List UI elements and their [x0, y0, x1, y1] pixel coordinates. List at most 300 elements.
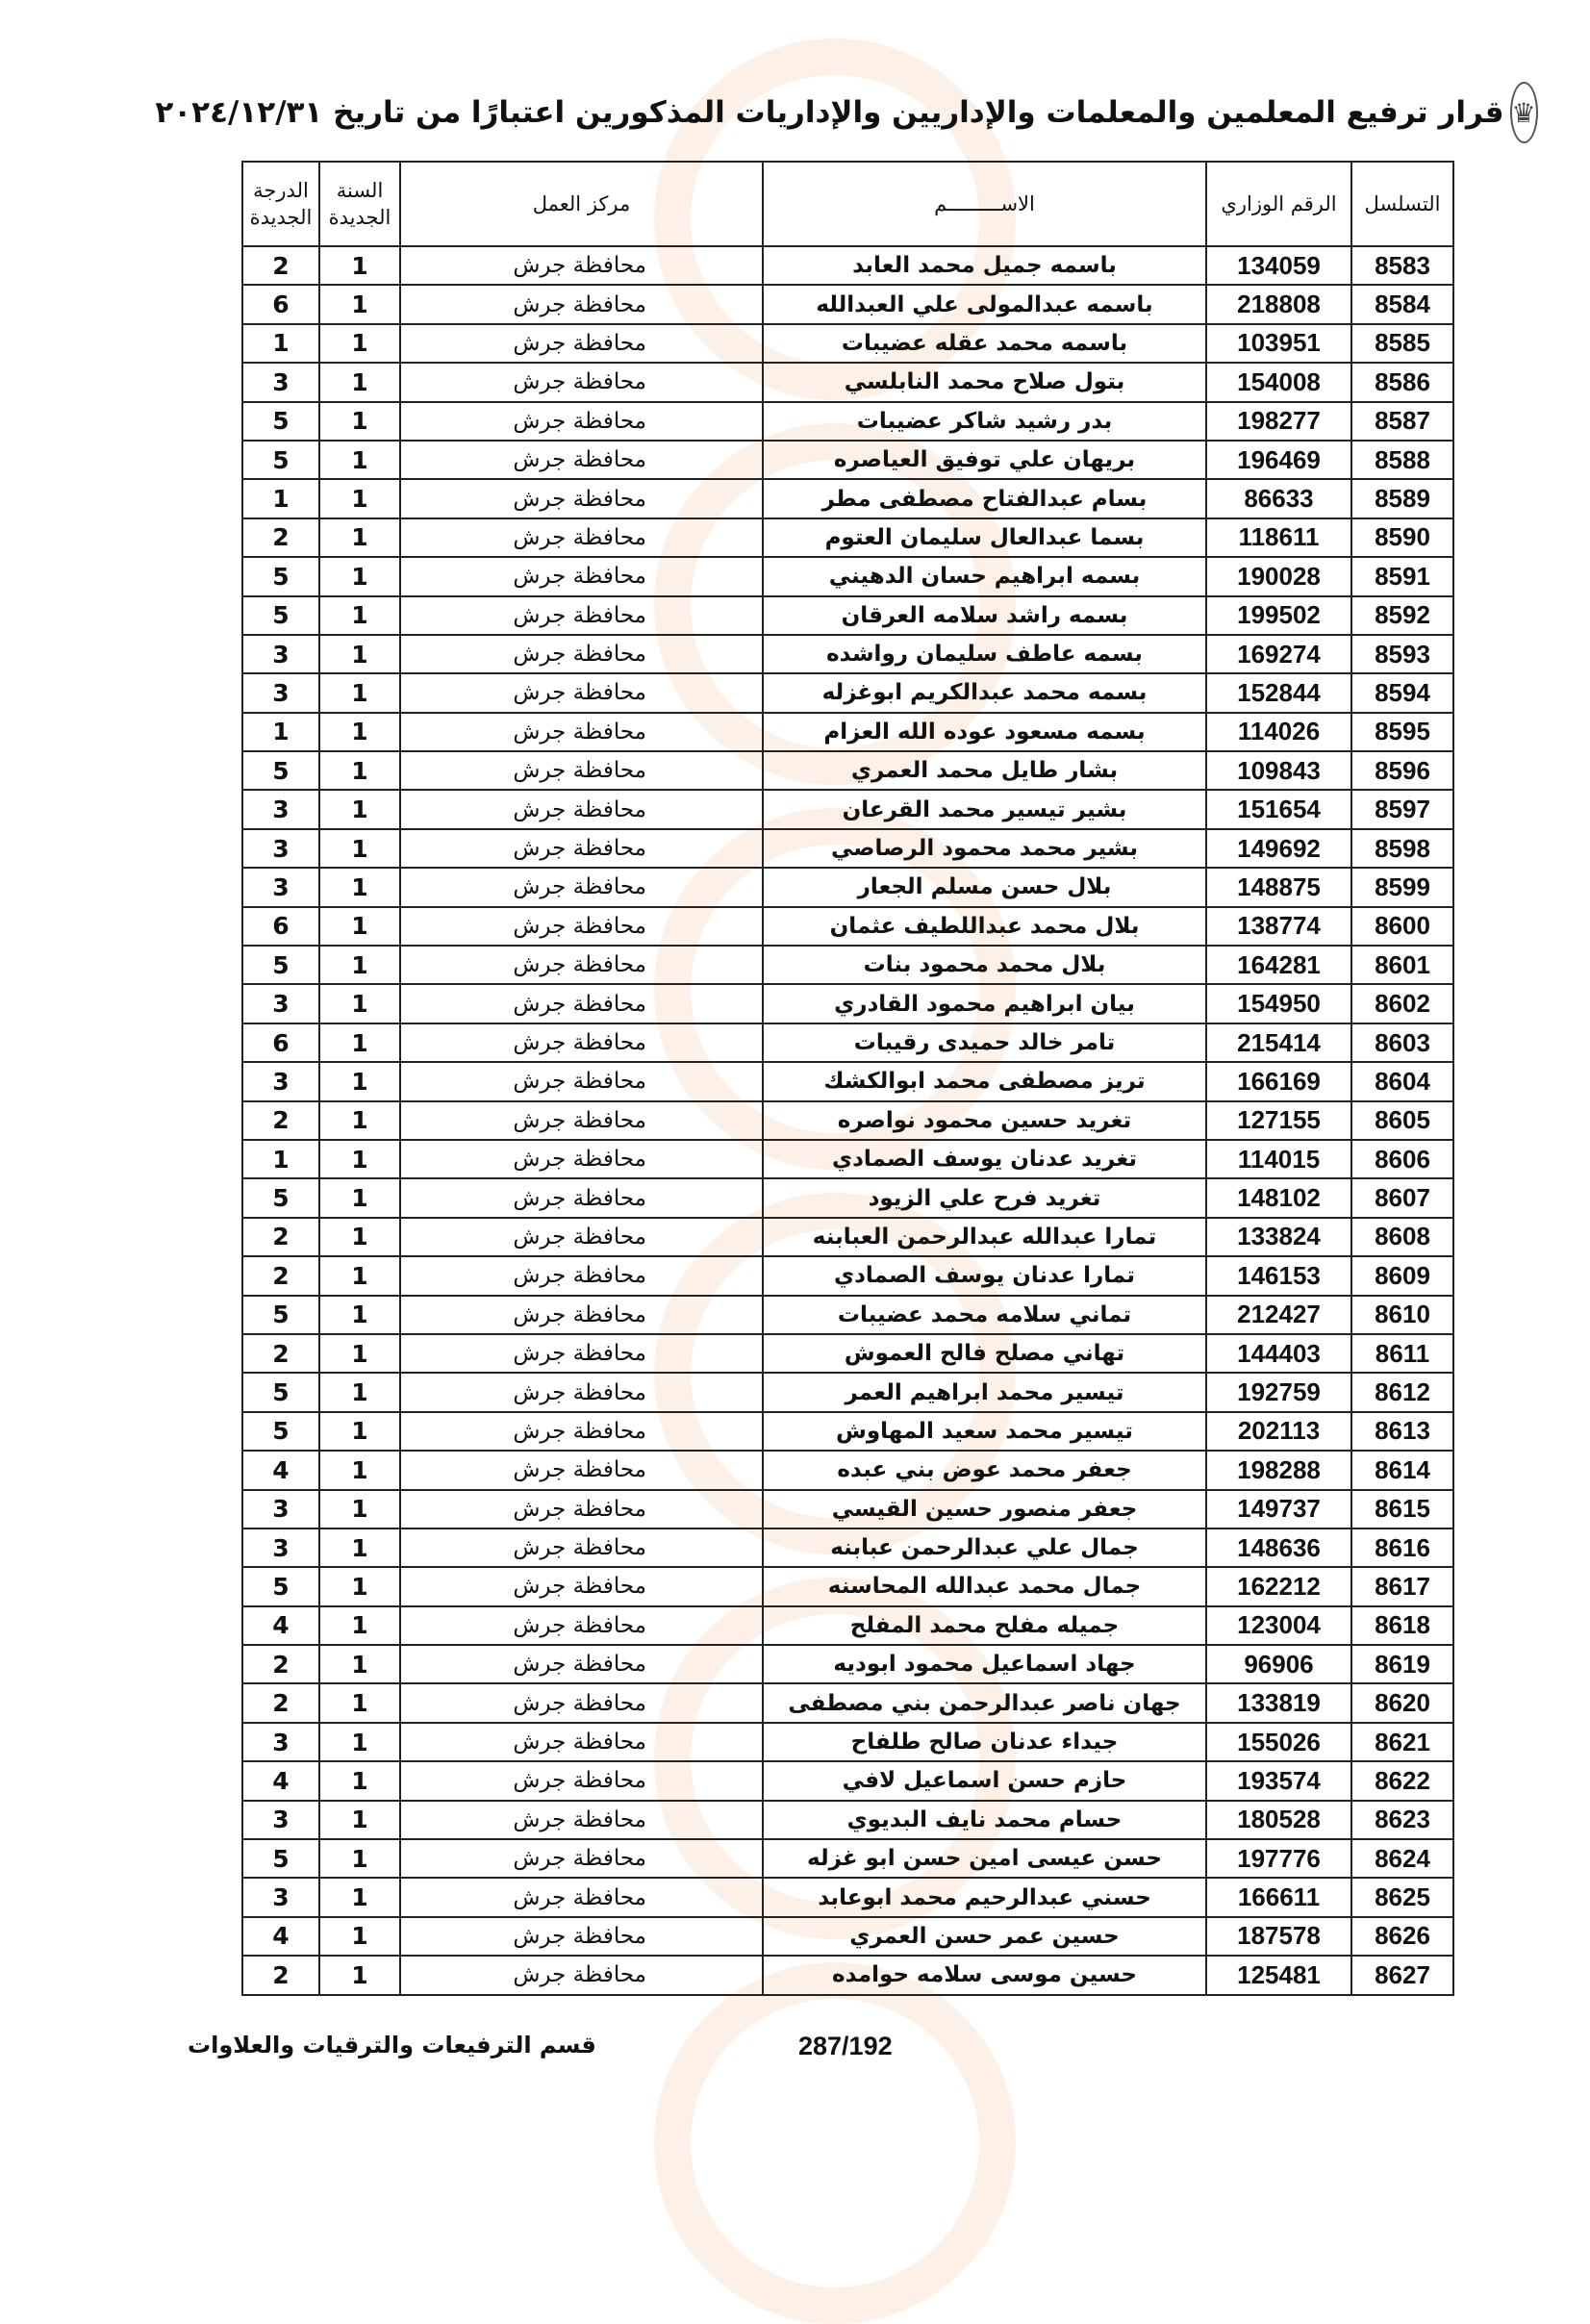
cell-serial: 8608 — [1351, 1218, 1453, 1256]
cell-ministry-no: 133819 — [1206, 1683, 1351, 1722]
cell-new-year: 1 — [319, 557, 400, 595]
cell-serial: 8590 — [1351, 518, 1453, 557]
cell-ministry-no: 198277 — [1206, 402, 1351, 441]
cell-ministry-no: 215414 — [1206, 1023, 1351, 1062]
cell-new-grade: 5 — [242, 751, 319, 790]
cell-ministry-no: 103951 — [1206, 324, 1351, 363]
table-row — [242, 1917, 1453, 1956]
cell-name: جهاد اسماعيل محمود ابوديه — [763, 1645, 1206, 1683]
cell-new-grade: 6 — [242, 907, 319, 946]
col-name: الاســـــــــم — [763, 162, 1206, 246]
cell-name: تمارا عبدالله عبدالرحمن العبابنه — [763, 1218, 1206, 1256]
cell-new-grade: 2 — [242, 1956, 319, 1994]
cell-new-grade: 2 — [242, 1256, 319, 1295]
cell-name: جهان ناصر عبدالرحمن بني مصطفى — [763, 1683, 1206, 1722]
cell-new-grade: 5 — [242, 557, 319, 595]
cell-new-year: 1 — [319, 518, 400, 557]
col-workplace: مركز العمل — [400, 162, 763, 246]
cell-new-grade: 5 — [242, 1373, 319, 1411]
cell-new-grade: 2 — [242, 518, 319, 557]
cell-serial: 8609 — [1351, 1256, 1453, 1295]
cell-serial: 8607 — [1351, 1178, 1453, 1217]
cell-serial: 8616 — [1351, 1528, 1453, 1567]
cell-serial: 8594 — [1351, 673, 1453, 712]
cell-new-grade: 3 — [242, 1878, 319, 1916]
table-row — [242, 1801, 1453, 1839]
cell-workplace: محافظة جرش — [400, 1412, 763, 1451]
table-row — [242, 1062, 1453, 1100]
cell-ministry-no: 155026 — [1206, 1723, 1351, 1761]
cell-new-grade: 1 — [242, 324, 319, 363]
cell-new-grade: 5 — [242, 1178, 319, 1217]
page-number: 287/192 — [798, 2032, 893, 2060]
cell-workplace: محافظة جرش — [400, 1451, 763, 1489]
cell-workplace: محافظة جرش — [400, 1839, 763, 1878]
cell-ministry-no: 133824 — [1206, 1218, 1351, 1256]
document-header — [155, 79, 1536, 146]
cell-ministry-no: 154950 — [1206, 984, 1351, 1023]
cell-new-grade: 3 — [242, 790, 319, 828]
table-row — [242, 1490, 1453, 1528]
cell-name: بلال حسن مسلم الجعار — [763, 868, 1206, 906]
cell-serial: 8584 — [1351, 285, 1453, 323]
cell-new-year: 1 — [319, 1178, 400, 1217]
table-row — [242, 829, 1453, 868]
table-row — [242, 402, 1453, 441]
table-row — [242, 1334, 1453, 1373]
cell-serial: 8583 — [1351, 246, 1453, 285]
cell-serial: 8596 — [1351, 751, 1453, 790]
cell-serial: 8585 — [1351, 324, 1453, 363]
cell-serial: 8592 — [1351, 596, 1453, 635]
cell-name: باسمه عبدالمولى علي العبدالله — [763, 285, 1206, 323]
cell-workplace: محافظة جرش — [400, 479, 763, 518]
cell-serial: 8618 — [1351, 1606, 1453, 1645]
cell-name: تهاني مصلح فالح العموش — [763, 1334, 1206, 1373]
cell-new-grade: 2 — [242, 1683, 319, 1722]
cell-serial: 8598 — [1351, 829, 1453, 868]
cell-ministry-no: 180528 — [1206, 1801, 1351, 1839]
cell-workplace: محافظة جرش — [400, 1606, 763, 1645]
cell-workplace: محافظة جرش — [400, 596, 763, 635]
cell-new-year: 1 — [319, 1567, 400, 1605]
cell-new-grade: 3 — [242, 635, 319, 673]
cell-ministry-no: 123004 — [1206, 1606, 1351, 1645]
cell-name: بسمه راشد سلامه العرقان — [763, 596, 1206, 635]
cell-workplace: محافظة جرش — [400, 1917, 763, 1956]
cell-new-year: 1 — [319, 596, 400, 635]
cell-workplace: محافظة جرش — [400, 1296, 763, 1334]
cell-new-grade: 5 — [242, 1296, 319, 1334]
cell-name: تغريد عدنان يوسف الصمادي — [763, 1140, 1206, 1178]
cell-workplace: محافظة جرش — [400, 1218, 763, 1256]
cell-new-year: 1 — [319, 790, 400, 828]
cell-new-year: 1 — [319, 1256, 400, 1295]
cell-new-grade: 3 — [242, 868, 319, 906]
cell-ministry-no: 164281 — [1206, 946, 1351, 984]
cell-workplace: محافظة جرش — [400, 324, 763, 363]
cell-workplace: محافظة جرش — [400, 1490, 763, 1528]
cell-name: بشير محمد محمود الرصاصي — [763, 829, 1206, 868]
cell-name: حازم حسن اسماعيل لافي — [763, 1761, 1206, 1800]
cell-workplace: محافظة جرش — [400, 1956, 763, 1994]
table-row — [242, 1296, 1453, 1334]
cell-workplace: محافظة جرش — [400, 1567, 763, 1605]
cell-new-year: 1 — [319, 1373, 400, 1411]
cell-name: جيداء عدنان صالح طلفاح — [763, 1723, 1206, 1761]
cell-name: جميله مفلح محمد المفلح — [763, 1606, 1206, 1645]
table-row — [242, 1178, 1453, 1217]
cell-serial: 8612 — [1351, 1373, 1453, 1411]
cell-ministry-no: 197776 — [1206, 1839, 1351, 1878]
cell-ministry-no: 169274 — [1206, 635, 1351, 673]
cell-serial: 8589 — [1351, 479, 1453, 518]
cell-workplace: محافظة جرش — [400, 1256, 763, 1295]
cell-name: تغريد فرح علي الزيود — [763, 1178, 1206, 1217]
table-row — [242, 1023, 1453, 1062]
cell-new-year: 1 — [319, 1334, 400, 1373]
cell-new-year: 1 — [319, 285, 400, 323]
cell-new-grade: 5 — [242, 1567, 319, 1605]
cell-serial: 8627 — [1351, 1956, 1453, 1994]
cell-workplace: محافظة جرش — [400, 984, 763, 1023]
cell-name: بلال محمد عبداللطيف عثمان — [763, 907, 1206, 946]
cell-new-grade: 5 — [242, 1839, 319, 1878]
cell-ministry-no: 148102 — [1206, 1178, 1351, 1217]
cell-workplace: محافظة جرش — [400, 1723, 763, 1761]
table-row — [242, 1878, 1453, 1916]
cell-name: تريز مصطفى محمد ابوالكشك — [763, 1062, 1206, 1100]
cell-ministry-no: 162212 — [1206, 1567, 1351, 1605]
cell-ministry-no: 114015 — [1206, 1140, 1351, 1178]
table-row — [242, 1761, 1453, 1800]
cell-new-grade: 4 — [242, 1606, 319, 1645]
table-row — [242, 751, 1453, 790]
cell-ministry-no: 127155 — [1206, 1101, 1351, 1140]
cell-workplace: محافظة جرش — [400, 518, 763, 557]
cell-new-year: 1 — [319, 751, 400, 790]
table-row — [242, 1101, 1453, 1140]
cell-serial: 8591 — [1351, 557, 1453, 595]
cell-new-year: 1 — [319, 1023, 400, 1062]
cell-name: تيسير محمد سعيد المهاوش — [763, 1412, 1206, 1451]
cell-workplace: محافظة جرش — [400, 1878, 763, 1916]
cell-ministry-no: 148875 — [1206, 868, 1351, 906]
cell-name: بتول صلاح محمد النابلسي — [763, 363, 1206, 401]
cell-ministry-no: 114026 — [1206, 713, 1351, 751]
table-row — [242, 1451, 1453, 1489]
cell-name: حسني عبدالرحيم محمد ابوعابد — [763, 1878, 1206, 1916]
cell-workplace: محافظة جرش — [400, 868, 763, 906]
department-name: قسم الترفيعات والترقيات والعلاوات — [188, 2032, 596, 2059]
cell-new-year: 1 — [319, 1878, 400, 1916]
table-row — [242, 1528, 1453, 1567]
cell-ministry-no: 149737 — [1206, 1490, 1351, 1528]
cell-new-year: 1 — [319, 1606, 400, 1645]
cell-serial: 8605 — [1351, 1101, 1453, 1140]
cell-serial: 8597 — [1351, 790, 1453, 828]
col-ministry-no: الرقم الوزاري — [1206, 162, 1351, 246]
cell-ministry-no: 199502 — [1206, 596, 1351, 635]
cell-new-year: 1 — [319, 868, 400, 906]
cell-new-grade: 3 — [242, 1062, 319, 1100]
table-row — [242, 285, 1453, 323]
table-row — [242, 984, 1453, 1023]
cell-new-year: 1 — [319, 1490, 400, 1528]
cell-ministry-no: 152844 — [1206, 673, 1351, 712]
cell-serial: 8593 — [1351, 635, 1453, 673]
cell-serial: 8614 — [1351, 1451, 1453, 1489]
cell-ministry-no: 148636 — [1206, 1528, 1351, 1567]
cell-ministry-no: 86633 — [1206, 479, 1351, 518]
cell-serial: 8600 — [1351, 907, 1453, 946]
cell-workplace: محافظة جرش — [400, 1801, 763, 1839]
cell-ministry-no: 202113 — [1206, 1412, 1351, 1451]
cell-new-year: 1 — [319, 984, 400, 1023]
table-row — [242, 1218, 1453, 1256]
cell-serial: 8604 — [1351, 1062, 1453, 1100]
cell-new-grade: 5 — [242, 402, 319, 441]
table-row — [242, 946, 1453, 984]
cell-name: جمال علي عبدالرحمن عبابنه — [763, 1528, 1206, 1567]
cell-name: حسام محمد نايف البديوي — [763, 1801, 1206, 1839]
document-title: قرار ترفيع المعلمين والمعلمات والإداريين والإداريات المذكورين اعتبارًا من تاريخ ٢٠٢٤/١٢/٣١ — [155, 95, 1504, 130]
table-row — [242, 1645, 1453, 1683]
cell-name: بسام عبدالفتاح مصطفى مطر — [763, 479, 1206, 518]
table-row — [242, 518, 1453, 557]
cell-new-year: 1 — [319, 1723, 400, 1761]
cell-serial: 8586 — [1351, 363, 1453, 401]
cell-new-year: 1 — [319, 1761, 400, 1800]
cell-new-year: 1 — [319, 324, 400, 363]
cell-new-year: 1 — [319, 1062, 400, 1100]
cell-new-year: 1 — [319, 713, 400, 751]
cell-new-grade: 3 — [242, 1723, 319, 1761]
cell-name: باسمه محمد عقله عضيبات — [763, 324, 1206, 363]
cell-new-grade: 5 — [242, 441, 319, 479]
cell-name: تغريد حسين محمود نواصره — [763, 1101, 1206, 1140]
cell-new-year: 1 — [319, 1683, 400, 1722]
cell-workplace: محافظة جرش — [400, 1683, 763, 1722]
cell-ministry-no: 144403 — [1206, 1334, 1351, 1373]
cell-new-grade: 2 — [242, 1645, 319, 1683]
cell-serial: 8623 — [1351, 1801, 1453, 1839]
cell-workplace: محافظة جرش — [400, 673, 763, 712]
cell-new-grade: 4 — [242, 1761, 319, 1800]
cell-workplace: محافظة جرش — [400, 946, 763, 984]
cell-name: جعفر محمد عوض بني عبده — [763, 1451, 1206, 1489]
cell-new-grade: 4 — [242, 1451, 319, 1489]
cell-serial: 8602 — [1351, 984, 1453, 1023]
cell-ministry-no: 125481 — [1206, 1956, 1351, 1994]
cell-workplace: محافظة جرش — [400, 1101, 763, 1140]
cell-serial: 8613 — [1351, 1412, 1453, 1451]
table-row — [242, 1839, 1453, 1878]
table-row — [242, 907, 1453, 946]
cell-new-grade: 1 — [242, 479, 319, 518]
cell-ministry-no: 190028 — [1206, 557, 1351, 595]
cell-workplace: محافظة جرش — [400, 363, 763, 401]
cell-new-year: 1 — [319, 673, 400, 712]
watermark-clock — [654, 1962, 1016, 2324]
cell-serial: 8587 — [1351, 402, 1453, 441]
cell-new-grade: 2 — [242, 1101, 319, 1140]
cell-ministry-no: 166169 — [1206, 1062, 1351, 1100]
table-row — [242, 441, 1453, 479]
cell-ministry-no: 166611 — [1206, 1878, 1351, 1916]
cell-new-grade: 1 — [242, 713, 319, 751]
table-row — [242, 635, 1453, 673]
cell-new-year: 1 — [319, 1839, 400, 1878]
cell-new-year: 1 — [319, 1451, 400, 1489]
table-row — [242, 868, 1453, 906]
cell-new-grade: 6 — [242, 1023, 319, 1062]
cell-new-grade: 3 — [242, 984, 319, 1023]
cell-ministry-no: 138774 — [1206, 907, 1351, 946]
cell-name: تيسير محمد ابراهيم العمر — [763, 1373, 1206, 1411]
cell-new-year: 1 — [319, 479, 400, 518]
cell-new-year: 1 — [319, 1528, 400, 1567]
cell-serial: 8620 — [1351, 1683, 1453, 1722]
table-row — [242, 673, 1453, 712]
cell-new-grade: 6 — [242, 285, 319, 323]
cell-workplace: محافظة جرش — [400, 1373, 763, 1411]
cell-name: تامر خالد حميدى رقيبات — [763, 1023, 1206, 1062]
cell-name: حسين عمر حسن العمري — [763, 1917, 1206, 1956]
cell-new-grade: 2 — [242, 246, 319, 285]
cell-new-grade: 1 — [242, 1140, 319, 1178]
cell-workplace: محافظة جرش — [400, 790, 763, 828]
emblem-icon: ♛ — [1510, 82, 1538, 143]
cell-name: باسمه جميل محمد العابد — [763, 246, 1206, 285]
cell-serial: 8611 — [1351, 1334, 1453, 1373]
table-row — [242, 1140, 1453, 1178]
cell-new-year: 1 — [319, 1296, 400, 1334]
table-header-row — [242, 162, 1453, 246]
cell-new-year: 1 — [319, 1218, 400, 1256]
cell-serial: 8626 — [1351, 1917, 1453, 1956]
cell-new-grade: 3 — [242, 673, 319, 712]
cell-name: بسمه ابراهيم حسان الدهيني — [763, 557, 1206, 595]
cell-new-grade: 3 — [242, 1490, 319, 1528]
cell-serial: 8603 — [1351, 1023, 1453, 1062]
cell-new-year: 1 — [319, 1917, 400, 1956]
cell-workplace: محافظة جرش — [400, 635, 763, 673]
cell-ministry-no: 192759 — [1206, 1373, 1351, 1411]
cell-name: بسمه مسعود عوده الله العزام — [763, 713, 1206, 751]
table-row — [242, 713, 1453, 751]
cell-new-year: 1 — [319, 1956, 400, 1994]
cell-ministry-no: 212427 — [1206, 1296, 1351, 1334]
table-row — [242, 1373, 1453, 1411]
cell-new-grade: 2 — [242, 1218, 319, 1256]
promotions-table — [241, 161, 1454, 1996]
cell-workplace: محافظة جرش — [400, 1528, 763, 1567]
table-row — [242, 1723, 1453, 1761]
cell-serial: 8601 — [1351, 946, 1453, 984]
cell-name: تماني سلامه محمد عضيبات — [763, 1296, 1206, 1334]
table-row — [242, 1606, 1453, 1645]
table-row — [242, 1256, 1453, 1295]
cell-new-year: 1 — [319, 829, 400, 868]
cell-new-year: 1 — [319, 402, 400, 441]
cell-name: بيان ابراهيم محمود القادري — [763, 984, 1206, 1023]
cell-ministry-no: 118611 — [1206, 518, 1351, 557]
cell-new-year: 1 — [319, 946, 400, 984]
cell-serial: 8610 — [1351, 1296, 1453, 1334]
cell-new-grade: 3 — [242, 363, 319, 401]
cell-workplace: محافظة جرش — [400, 557, 763, 595]
cell-name: بشار طايل محمد العمري — [763, 751, 1206, 790]
cell-workplace: محافظة جرش — [400, 1761, 763, 1800]
cell-new-grade: 5 — [242, 946, 319, 984]
cell-new-grade: 3 — [242, 1528, 319, 1567]
cell-ministry-no: 198288 — [1206, 1451, 1351, 1489]
cell-workplace: محافظة جرش — [400, 402, 763, 441]
cell-serial: 8606 — [1351, 1140, 1453, 1178]
cell-serial: 8599 — [1351, 868, 1453, 906]
cell-ministry-no: 193574 — [1206, 1761, 1351, 1800]
table-row — [242, 246, 1453, 285]
cell-serial: 8622 — [1351, 1761, 1453, 1800]
cell-serial: 8617 — [1351, 1567, 1453, 1605]
cell-workplace: محافظة جرش — [400, 246, 763, 285]
cell-serial: 8615 — [1351, 1490, 1453, 1528]
cell-workplace: محافظة جرش — [400, 285, 763, 323]
cell-workplace: محافظة جرش — [400, 1062, 763, 1100]
cell-new-grade: 3 — [242, 829, 319, 868]
cell-ministry-no: 154008 — [1206, 363, 1351, 401]
cell-name: بسما عبدالعال سليمان العتوم — [763, 518, 1206, 557]
cell-new-year: 1 — [319, 635, 400, 673]
cell-workplace: محافظة جرش — [400, 441, 763, 479]
cell-new-year: 1 — [319, 1645, 400, 1683]
cell-new-grade: 5 — [242, 596, 319, 635]
cell-name: بسمه محمد عبدالكريم ابوغزله — [763, 673, 1206, 712]
cell-name: جمال محمد عبدالله المحاسنه — [763, 1567, 1206, 1605]
cell-new-grade: 4 — [242, 1917, 319, 1956]
col-new-year: السنة الجديدة — [319, 162, 400, 246]
cell-new-year: 1 — [319, 441, 400, 479]
table-row — [242, 363, 1453, 401]
cell-workplace: محافظة جرش — [400, 751, 763, 790]
cell-new-grade: 5 — [242, 1412, 319, 1451]
table-row — [242, 557, 1453, 595]
table-row — [242, 479, 1453, 518]
cell-workplace: محافظة جرش — [400, 1140, 763, 1178]
cell-ministry-no: 109843 — [1206, 751, 1351, 790]
cell-name: حسن عيسى امين حسن ابو غزله — [763, 1839, 1206, 1878]
cell-new-year: 1 — [319, 246, 400, 285]
cell-serial: 8619 — [1351, 1645, 1453, 1683]
cell-name: بشير تيسير محمد القرعان — [763, 790, 1206, 828]
cell-new-year: 1 — [319, 1101, 400, 1140]
cell-name: تمارا عدنان يوسف الصمادي — [763, 1256, 1206, 1295]
table-row — [242, 1956, 1453, 1994]
cell-ministry-no: 146153 — [1206, 1256, 1351, 1295]
cell-name: بسمه عاطف سليمان رواشده — [763, 635, 1206, 673]
table-row — [242, 1412, 1453, 1451]
cell-serial: 8588 — [1351, 441, 1453, 479]
table-row — [242, 1567, 1453, 1605]
table-row — [242, 790, 1453, 828]
cell-new-year: 1 — [319, 1801, 400, 1839]
cell-new-year: 1 — [319, 907, 400, 946]
cell-serial: 8624 — [1351, 1839, 1453, 1878]
cell-name: بلال محمد محمود بنات — [763, 946, 1206, 984]
table-row — [242, 324, 1453, 363]
cell-new-grade: 2 — [242, 1334, 319, 1373]
